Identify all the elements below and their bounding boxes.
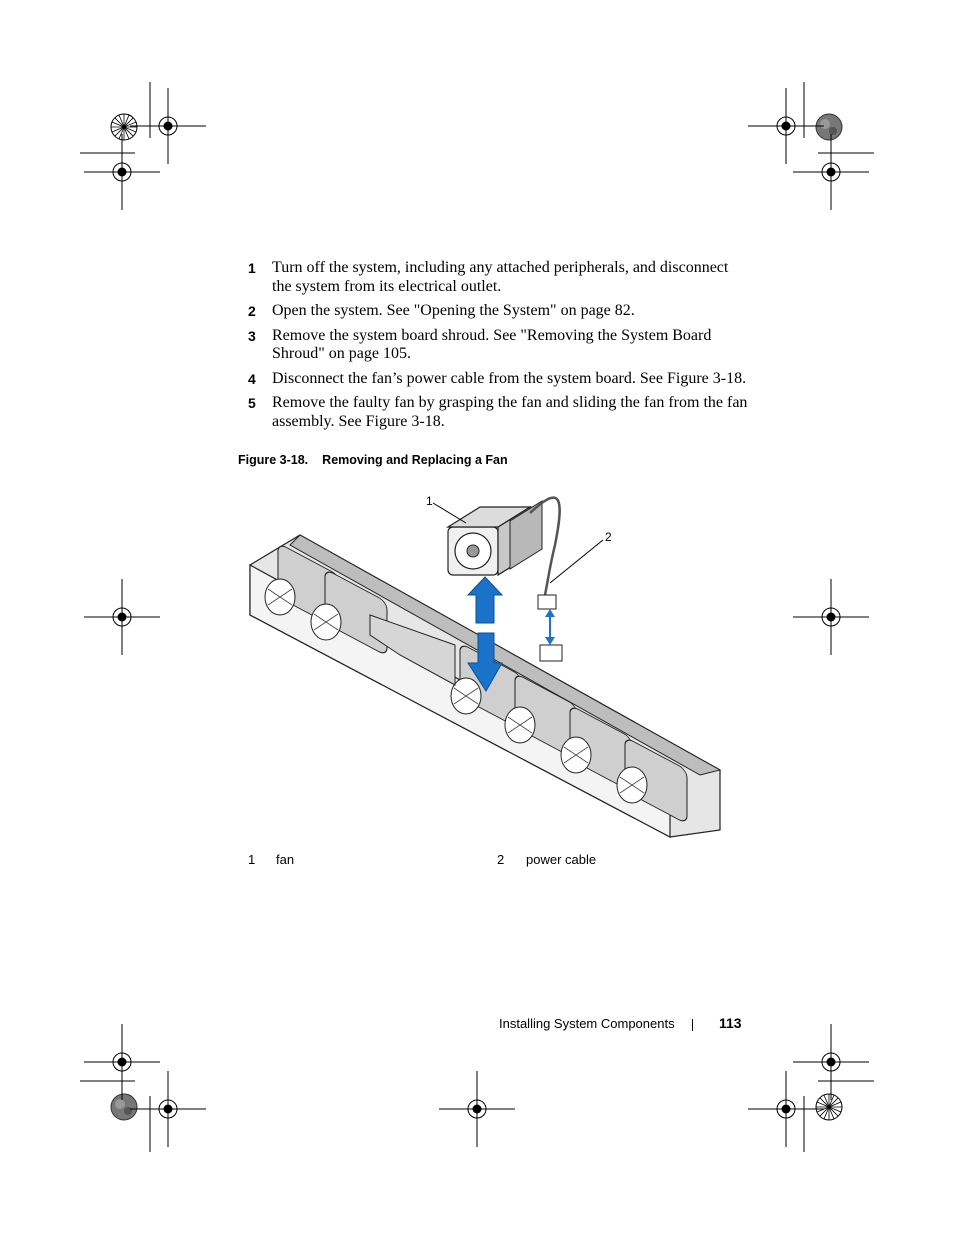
step-number: 5 xyxy=(248,395,256,411)
step-item xyxy=(248,370,748,389)
figure-title: Removing and Replacing a Fan xyxy=(322,453,508,467)
step-item xyxy=(248,327,748,364)
step-text: Open the system. See "Opening the System" on page 82. xyxy=(272,302,635,319)
callout-1: 1 xyxy=(426,494,433,508)
step-item xyxy=(248,259,748,296)
step-number: 3 xyxy=(248,327,256,344)
step-text: Disconnect the fan’s power cable from the system board. See Figure 3-18. xyxy=(272,369,747,387)
fan-removal-illustration xyxy=(230,485,730,845)
step-item xyxy=(248,302,748,321)
figure-caption xyxy=(238,453,508,467)
step-text: Remove the faulty fan by grasping the fan and sliding the fan from the fan assembly. See Figure 3-18. xyxy=(272,394,748,430)
footer-divider xyxy=(692,1019,693,1031)
step-number: 1 xyxy=(248,260,256,276)
footer-section-title: Installing System Components xyxy=(499,1016,675,1031)
procedure-steps xyxy=(248,259,748,437)
figure-label: Figure 3-18. xyxy=(238,453,309,467)
page-number: 113 xyxy=(719,1015,742,1031)
legend-number: 2 xyxy=(497,852,505,867)
step-text: Turn off the system, including any attached peripherals, and disconnect the system from its electrical outlet. xyxy=(272,259,729,295)
step-number: 4 xyxy=(248,370,256,387)
callout-2: 2 xyxy=(605,530,612,544)
fan xyxy=(448,501,542,575)
legend-text: fan xyxy=(276,852,295,867)
step-number: 2 xyxy=(248,303,256,319)
legend-text: power cable xyxy=(526,852,597,867)
step-text: Remove the system board shroud. See "Removing the System Board Shroud" on page 105. xyxy=(272,326,712,362)
legend-number: 1 xyxy=(248,852,256,867)
step-item xyxy=(248,394,748,431)
